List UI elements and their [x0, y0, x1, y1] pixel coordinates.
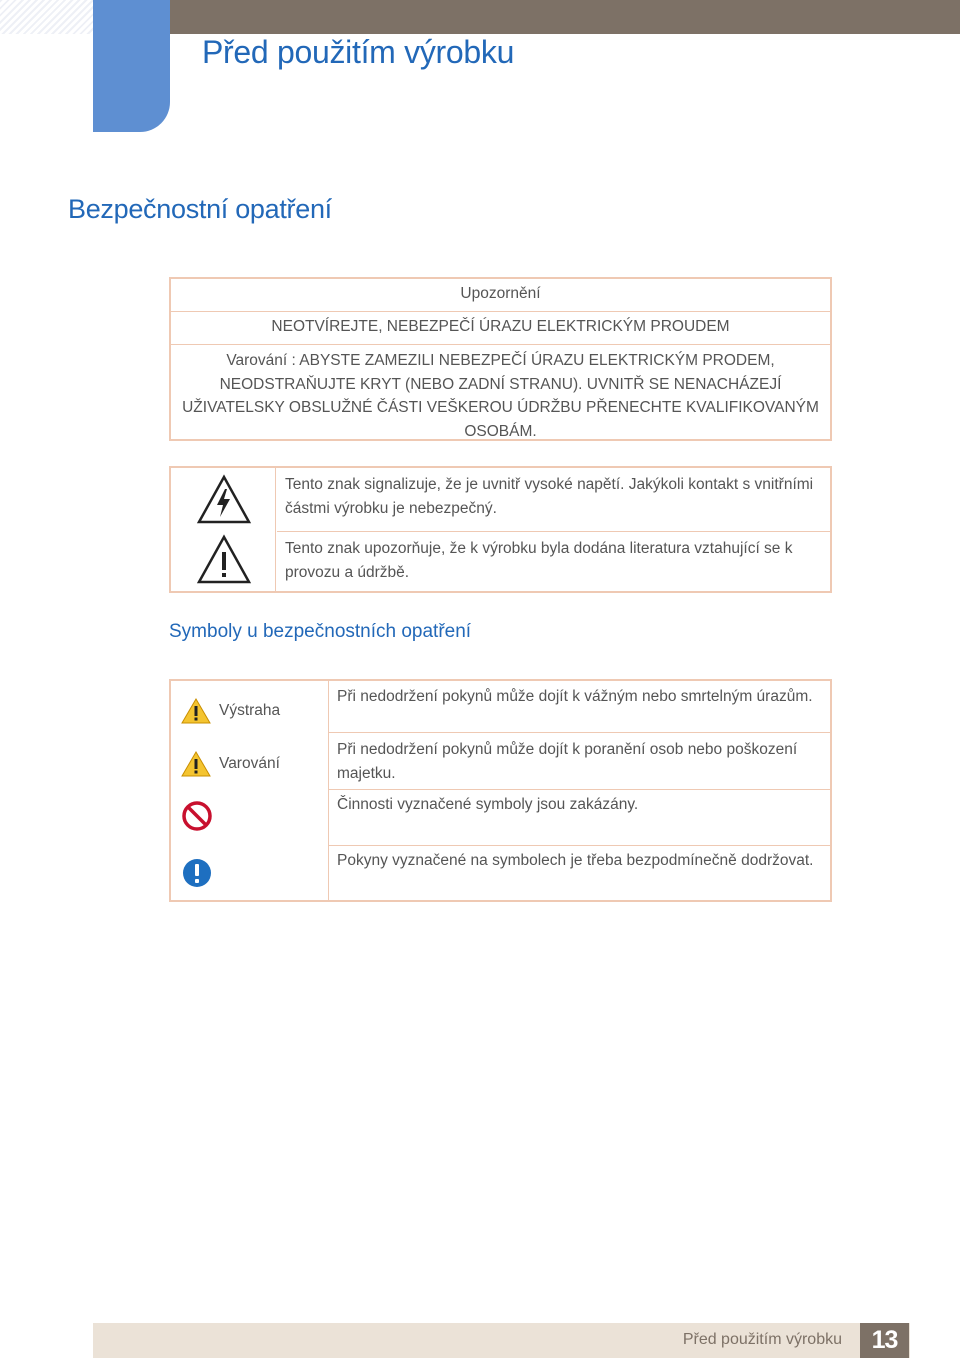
- page-number: 13: [860, 1323, 909, 1358]
- symbols-divider: [277, 531, 830, 532]
- prohibited-icon: [181, 800, 213, 832]
- legend-caution-item: [181, 749, 280, 779]
- legend-mandatory-item: [181, 858, 213, 888]
- warning-triangle-icon: [181, 698, 211, 724]
- legend-icon-column: [171, 681, 329, 900]
- legend-title: Symboly u bezpečnostních opatření: [169, 621, 472, 642]
- legend-box: [169, 679, 832, 902]
- chapter-tab: [93, 0, 170, 132]
- exclamation-warning-icon: [196, 534, 252, 586]
- caution-box: [169, 277, 832, 441]
- legend-divider: [329, 732, 830, 733]
- lightning-warning-icon: [196, 474, 252, 526]
- symbols-icon-column: [171, 468, 276, 591]
- header-hatch-pattern: [0, 0, 93, 34]
- section-title: Bezpečnostní opatření: [68, 194, 332, 224]
- footer-chapter-title: Před použitím výrobku: [682, 1331, 842, 1348]
- caution-heading: Upozornění: [171, 279, 830, 312]
- warning-label: Výstraha: [219, 702, 281, 719]
- legend-divider: [329, 789, 830, 790]
- legend-warning-item: [181, 696, 280, 726]
- caution-description: Při nedodržení pokynů může dojít k poranění osob nebo poškození majetku.: [337, 741, 798, 782]
- mandatory-description: Pokyny vyznačené na symbolech je třeba bezpodmínečně dodržovat.: [337, 852, 814, 869]
- caution-triangle-icon: [181, 751, 211, 777]
- legend-divider: [329, 845, 830, 846]
- high-voltage-description: Tento znak signalizuje, že je uvnitř vysoké napětí. Jakýkoli kontakt s vnitřními částmi výrobku je nebezpečný.: [285, 476, 814, 517]
- symbols-box: [169, 466, 832, 593]
- mandatory-exclamation-icon: [181, 857, 213, 889]
- caution-label: Varování: [219, 755, 280, 772]
- warning-description: Při nedodržení pokynů může dojít k vážným nebo smrtelným úrazům.: [337, 688, 813, 705]
- page-title: Před použitím výrobku: [202, 34, 515, 70]
- caution-text: Varování : ABYSTE ZAMEZILI NEBEZPEČÍ ÚRAZU ELEKTRICKÝM PRODEM, NEODSTRAŇUJTE KRYT (NEBO ZADNÍ STRANU). UVNITŘ SE NENACHÁZEJÍ UŽIVATELSKY OBSLUŽNÉ ČÁSTI VEŠKEROU ÚDRŽBU PŘENECHTE KVALIFIKOVANÝM OSOBÁM.: [182, 352, 819, 440]
- header-bar: [93, 0, 960, 34]
- prohibited-description: Činnosti vyznačené symboly jsou zakázány.: [337, 796, 639, 813]
- literature-description: Tento znak upozorňuje, že k výrobku byla dodána literatura vztahující se k provozu a údržbě.: [285, 540, 793, 581]
- caution-line: NEOTVÍREJTE, NEBEZPEČÍ ÚRAZU ELEKTRICKÝM PROUDEM: [171, 312, 830, 345]
- legend-prohibited-item: [181, 801, 213, 831]
- footer-bar: [93, 1323, 910, 1358]
